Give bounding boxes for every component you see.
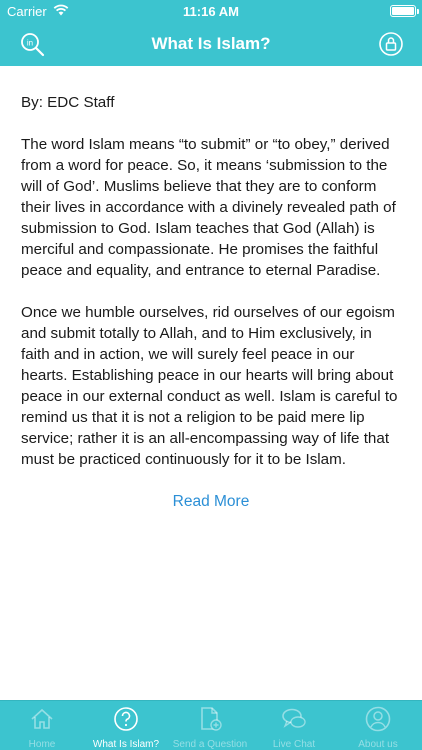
article-paragraph-2: Once we humble ourselves, rid ourselves of our egoism and submit totally to Allah, and to Him exclusively, in faith and in action, we will surely feel peace in our hearts. Establishing peace in our hearts will bring about peace in our external conduct as well. Islam is careful to remind us that it is not a religion to be paid mere lip service; rather it is an all-encompassing way of life that must be practiced continuously for it to be Islam.: [21, 304, 398, 468]
carrier-label: Carrier: [7, 4, 47, 19]
user-icon: [365, 706, 391, 732]
status-bar: [0, 0, 422, 22]
tab-home-label: Home: [28, 739, 56, 750]
tab-live-chat[interactable]: [252, 701, 336, 750]
tab-live-chat-label: Live Chat: [272, 739, 316, 750]
status-time: 11:16 AM: [183, 4, 239, 19]
svg-text:in: in: [26, 38, 34, 48]
tab-what-is-islam-label: What Is Islam?: [92, 739, 160, 750]
tab-home[interactable]: [0, 701, 84, 750]
document-add-icon: [197, 706, 223, 732]
top-bar: [0, 0, 422, 66]
article-byline: By: EDC Staff: [21, 94, 115, 111]
tab-about-us[interactable]: [336, 701, 420, 750]
tab-send-a-question-label: Send a Question: [172, 739, 248, 750]
navigation-bar: [0, 22, 422, 66]
tab-about-us-label: About us: [358, 739, 398, 750]
chat-icon: [281, 706, 307, 732]
battery-icon: [390, 5, 416, 17]
article-paragraph-1: The word Islam means “to submit” or “to obey,” derived from a word for peace. So, it means ‘submission to the will of God’. Muslims believe that they are to conform their lives in accordance with a divinely revealed path of submission to God. Islam teaches that God (Allah) is merciful and compassionate. He promises the faithful peace and equality, and entrance to eternal Paradise.: [21, 136, 396, 279]
tab-bar: [0, 700, 422, 750]
battery-tip: [417, 9, 419, 14]
tab-send-a-question[interactable]: [168, 701, 252, 750]
tab-what-is-islam[interactable]: [84, 701, 168, 750]
question-icon: [113, 706, 139, 732]
article-content: [0, 66, 422, 700]
home-icon: [29, 706, 55, 732]
read-more-link[interactable]: Read More: [172, 493, 250, 510]
lock-icon[interactable]: [378, 31, 404, 57]
page-title: What Is Islam?: [151, 34, 271, 53]
